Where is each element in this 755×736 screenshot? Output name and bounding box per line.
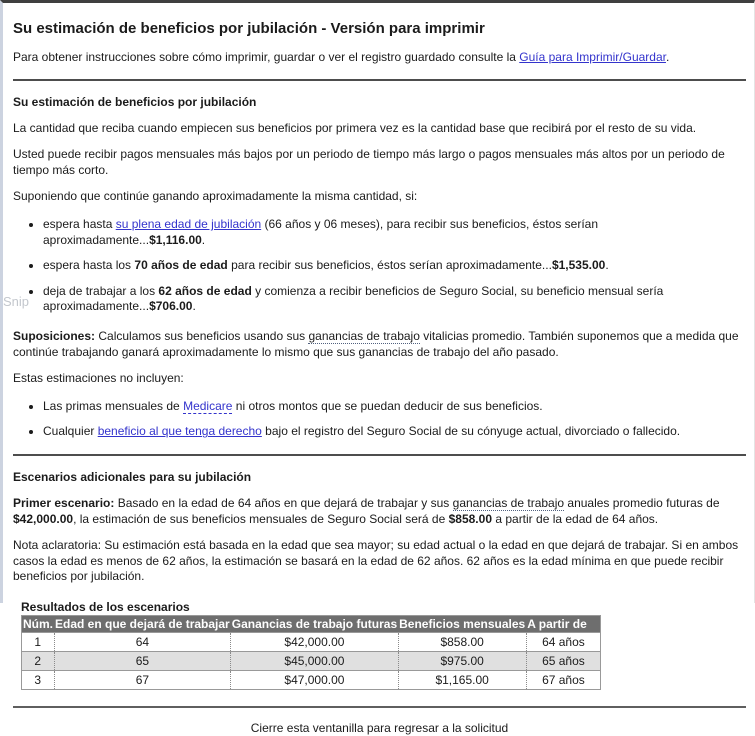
column-header-num: Núm. — [23, 616, 53, 631]
exclusions-intro-paragraph: Estas estimaciones no incluyen: — [13, 371, 184, 386]
medicare-text-post: ni otros montos que se puedan deducir de sus beneficios. — [232, 398, 543, 413]
fra-text-pre: espera hasta — [43, 216, 116, 231]
cell-monthly-benefit: $1,165.00 — [398, 670, 526, 689]
age62-text-post: . — [192, 299, 196, 314]
cell-num: 3 — [22, 670, 55, 689]
cell-future-earnings: $42,000.00 — [231, 632, 398, 651]
column-header-starting-at: A partir de — [526, 615, 601, 632]
first-scenario-text-mid: anuales promedio futuras de — [564, 495, 720, 510]
table-row — [22, 651, 601, 670]
cell-monthly-benefit: $975.00 — [398, 651, 526, 670]
age62-age-bold: 62 años de edad — [158, 283, 252, 298]
table-header-row — [22, 615, 601, 632]
list-item-medicare — [43, 399, 746, 415]
cell-starting-at: 64 años — [526, 632, 601, 651]
print-save-guide-link[interactable]: Guía para Imprimir/Guardar — [519, 50, 666, 64]
cell-num: 2 — [22, 651, 55, 670]
first-scenario-text-pre: Basado en la edad de 64 años en que dejará de trabajar y sus — [114, 495, 453, 510]
scenario-results-table — [21, 615, 601, 690]
full-retirement-age-link[interactable]: su plena edad de jubilación — [115, 216, 262, 231]
spouse-text-post: bajo el registro del Seguro Social de su cónyuge actual, divorciado o fallecido. — [261, 424, 681, 439]
entitled-benefit-link[interactable]: beneficio al que tenga derecho — [97, 424, 262, 439]
snip-tool-artifact: Snip — [3, 294, 30, 309]
age62-text-pre: deja de trabajar a los — [43, 283, 159, 298]
results-table-caption: Resultados de los escenarios — [21, 599, 190, 614]
cell-num: 1 — [22, 632, 55, 651]
fra-amount: $1,116.00 — [149, 232, 202, 247]
divider-bottom — [13, 706, 746, 708]
first-scenario-earnings-amount: $42,000.00 — [13, 511, 74, 526]
first-scenario-text-post: a partir de la edad de 64 años. — [492, 511, 659, 526]
print-instructions-text: Para obtener instrucciones sobre cómo imprimir, guardar o ver el registro guardado consulte la — [13, 50, 520, 64]
age62-text-mid: y comienza a recibir beneficios de Seguro Social, su beneficio mensual sería aproximadamente... — [43, 283, 664, 314]
age70-age-bold: 70 años de edad — [134, 258, 228, 273]
column-header-stop-age: Edad en que dejará de trabajar — [55, 616, 230, 631]
list-item-full-retirement-age — [43, 217, 746, 248]
close-window-note: Cierre esta ventanilla para regresar a la solicitud — [250, 720, 509, 735]
first-scenario-label: Primer escenario: — [13, 495, 115, 510]
cell-starting-at: 65 años — [526, 651, 601, 670]
payment-options-paragraph: Usted puede recibir pagos mensuales más bajos por un periodo de tiempo más largo o pagos mensuales más altos por un periodo de tiempo más corto. — [13, 147, 725, 177]
fra-text-post: . — [201, 232, 206, 247]
first-scenario-benefit-amount: $858.00 — [448, 511, 492, 526]
print-instructions-paragraph — [13, 50, 746, 66]
column-header-future-earnings: Ganancias de trabajo futuras — [231, 616, 398, 631]
cell-stop-age: 64 — [54, 632, 231, 651]
cell-future-earnings: $47,000.00 — [231, 670, 398, 689]
medicare-link[interactable]: Medicare — [183, 398, 233, 413]
assumptions-text-pre: Calculamos sus beneficios usando sus — [95, 328, 309, 343]
table-row — [22, 632, 601, 651]
assumptions-text-post: vitalicias promedio. También suponemos que a medida que continúe trabajando ganará aproximadamente lo mismo que sus ganancias de trabajo del año pasado. — [13, 328, 739, 359]
glossary-term-ganancias-2[interactable]: ganancias de trabajo — [452, 495, 565, 510]
cell-future-earnings: $45,000.00 — [231, 651, 398, 670]
print-instructions-period: . — [665, 50, 670, 64]
glossary-term-ganancias[interactable]: ganancias de trabajo — [308, 328, 420, 343]
table-row — [22, 670, 601, 689]
exclusions-list — [13, 399, 746, 440]
benefit-estimates-list — [13, 217, 746, 315]
list-item-age-62 — [43, 284, 746, 315]
first-scenario-paragraph — [13, 496, 746, 527]
base-amount-paragraph: La cantidad que reciba cuando empiecen sus beneficios por primera vez es la cantidad base que recibirá por el resto de su vida. — [13, 120, 697, 135]
medicare-text-pre: Las primas mensuales de — [43, 398, 184, 413]
divider-top — [13, 79, 746, 81]
age70-text-mid: para recibir sus beneficios, éstos serían aproximadamente... — [227, 258, 552, 273]
age62-amount: $706.00 — [149, 299, 193, 314]
assumptions-label: Suposiciones: — [13, 328, 96, 343]
disclaimer-paragraph: Nota aclaratoria: Su estimación está basada en la edad que sea mayor; su edad actual o la edad en que dejará de trabajar. Si en ambos casos la edad es menos de 62 años, la estimación se basará en la edad de 62 años. 62 años es la edad mínima en que puede recibir beneficios por jubilación. — [13, 538, 739, 584]
age70-text-post: . — [605, 258, 609, 273]
scenarios-section-heading: Escenarios adicionales para su jubilación — [13, 469, 252, 484]
fra-text-mid: (66 años y 06 meses), para recibir sus beneficios, éstos serían aproximadamente... — [43, 216, 598, 247]
cell-monthly-benefit: $858.00 — [398, 632, 526, 651]
column-header-monthly-benefits: Beneficios mensuales — [399, 616, 526, 631]
list-item-spouse-benefit — [43, 424, 746, 440]
cell-stop-age: 65 — [54, 651, 231, 670]
age70-amount: $1,535.00 — [551, 258, 606, 273]
spouse-text-pre: Cualquier — [43, 424, 98, 439]
assumptions-paragraph — [13, 329, 746, 360]
cell-starting-at: 67 años — [526, 670, 601, 689]
estimate-section-heading: Su estimación de beneficios por jubilación — [13, 94, 257, 109]
age70-text-pre: espera hasta los — [43, 258, 135, 273]
page-title: Su estimación de beneficios por jubilación - Versión para imprimir — [13, 20, 485, 37]
assumption-intro-paragraph: Suponiendo que continúe ganando aproximadamente la misma cantidad, si: — [13, 189, 418, 204]
list-item-age-70 — [43, 258, 746, 274]
divider-middle — [13, 454, 746, 456]
first-scenario-text-mid2: , la estimación de sus beneficios mensuales de Seguro Social será de — [73, 511, 449, 526]
cell-stop-age: 67 — [54, 670, 231, 689]
